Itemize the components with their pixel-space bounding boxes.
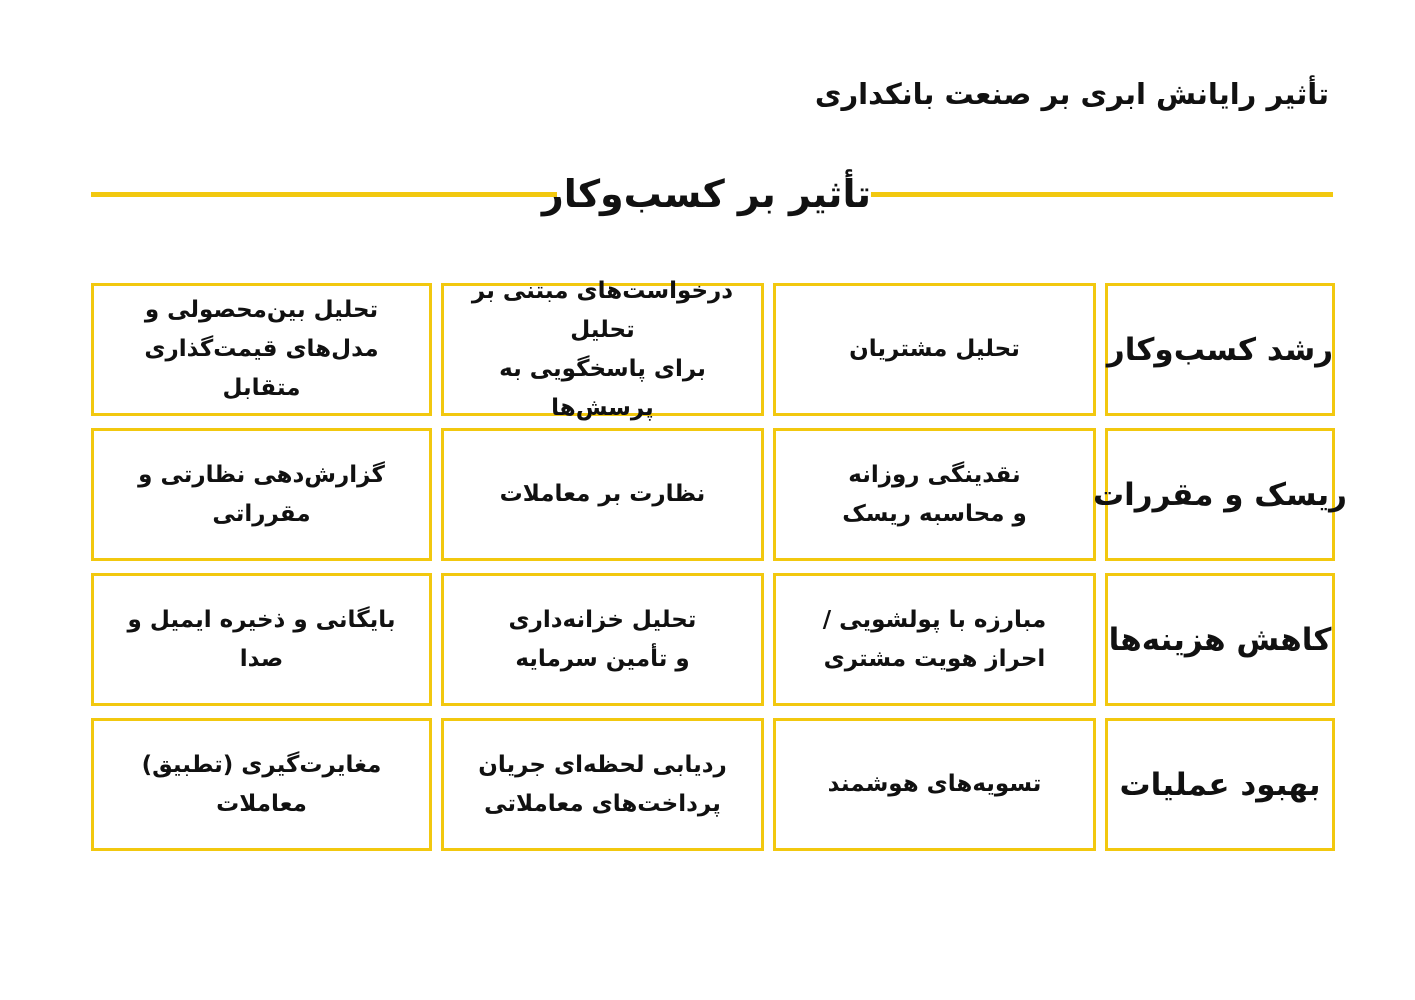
- cell-text: تحلیل بین‌محصولی و مدل‌های قیمت‌گذاری متقابل: [144, 297, 379, 401]
- cell-text: درخواست‌های مبتنی بر تحلیل برای پاسخگویی به پرسش‌ها: [471, 277, 734, 421]
- grid-cell: [441, 428, 764, 561]
- row-header: [1105, 283, 1335, 416]
- cell-text: نظارت بر معاملات: [499, 481, 706, 507]
- grid-cell: [91, 428, 432, 561]
- section-divider-right: [871, 192, 1333, 197]
- cell-text: مبارزه با پولشویی / احراز هویت مشتری: [822, 606, 1047, 672]
- row-header-label: بهبود عملیات: [1119, 766, 1321, 803]
- row-header: [1092, 428, 1348, 561]
- page-title: تأثیر رایانش ابری بر صنعت بانکداری: [814, 77, 1329, 111]
- grid-cell: [91, 283, 432, 416]
- row-header: [1105, 718, 1335, 851]
- impact-grid: [91, 277, 1348, 851]
- cell-text: تحلیل خزانه‌داری و تأمین سرمایه: [508, 606, 697, 672]
- row-header-label: کاهش هزینه‌ها: [1108, 621, 1332, 658]
- cell-text: ردیابی لحظه‌ای جریان پرداخت‌های معاملاتی: [478, 751, 727, 817]
- section-divider-left: [91, 192, 557, 197]
- section-title: تأثیر بر کسب‌وکار: [541, 172, 871, 216]
- grid-cell: [773, 718, 1096, 851]
- grid-cell: [441, 277, 764, 421]
- cell-text: نقدینگی روزانه و محاسبه ریسک: [842, 461, 1027, 527]
- cell-text: مغایرت‌گیری (تطبیق) معاملات: [141, 751, 382, 817]
- grid-cell: [91, 718, 432, 851]
- grid-cell: [773, 283, 1096, 416]
- grid-cell: [441, 718, 764, 851]
- cell-text: تسویه‌های هوشمند: [827, 771, 1042, 797]
- row-header-label: ریسک و مقررات: [1092, 476, 1348, 513]
- grid-cell: [773, 428, 1096, 561]
- grid-cell: [91, 573, 432, 706]
- grid-cell: [773, 573, 1096, 706]
- row-header-label: رشد کسب‌وکار: [1106, 331, 1334, 368]
- row-header: [1105, 573, 1335, 706]
- grid-cell: [441, 573, 764, 706]
- cell-text: بایگانی و ذخیره ایمیل و صدا: [127, 606, 396, 672]
- cell-text: گزارش‌دهی نظارتی و مقرراتی: [138, 461, 385, 527]
- cell-text: تحلیل مشتریان: [849, 336, 1020, 362]
